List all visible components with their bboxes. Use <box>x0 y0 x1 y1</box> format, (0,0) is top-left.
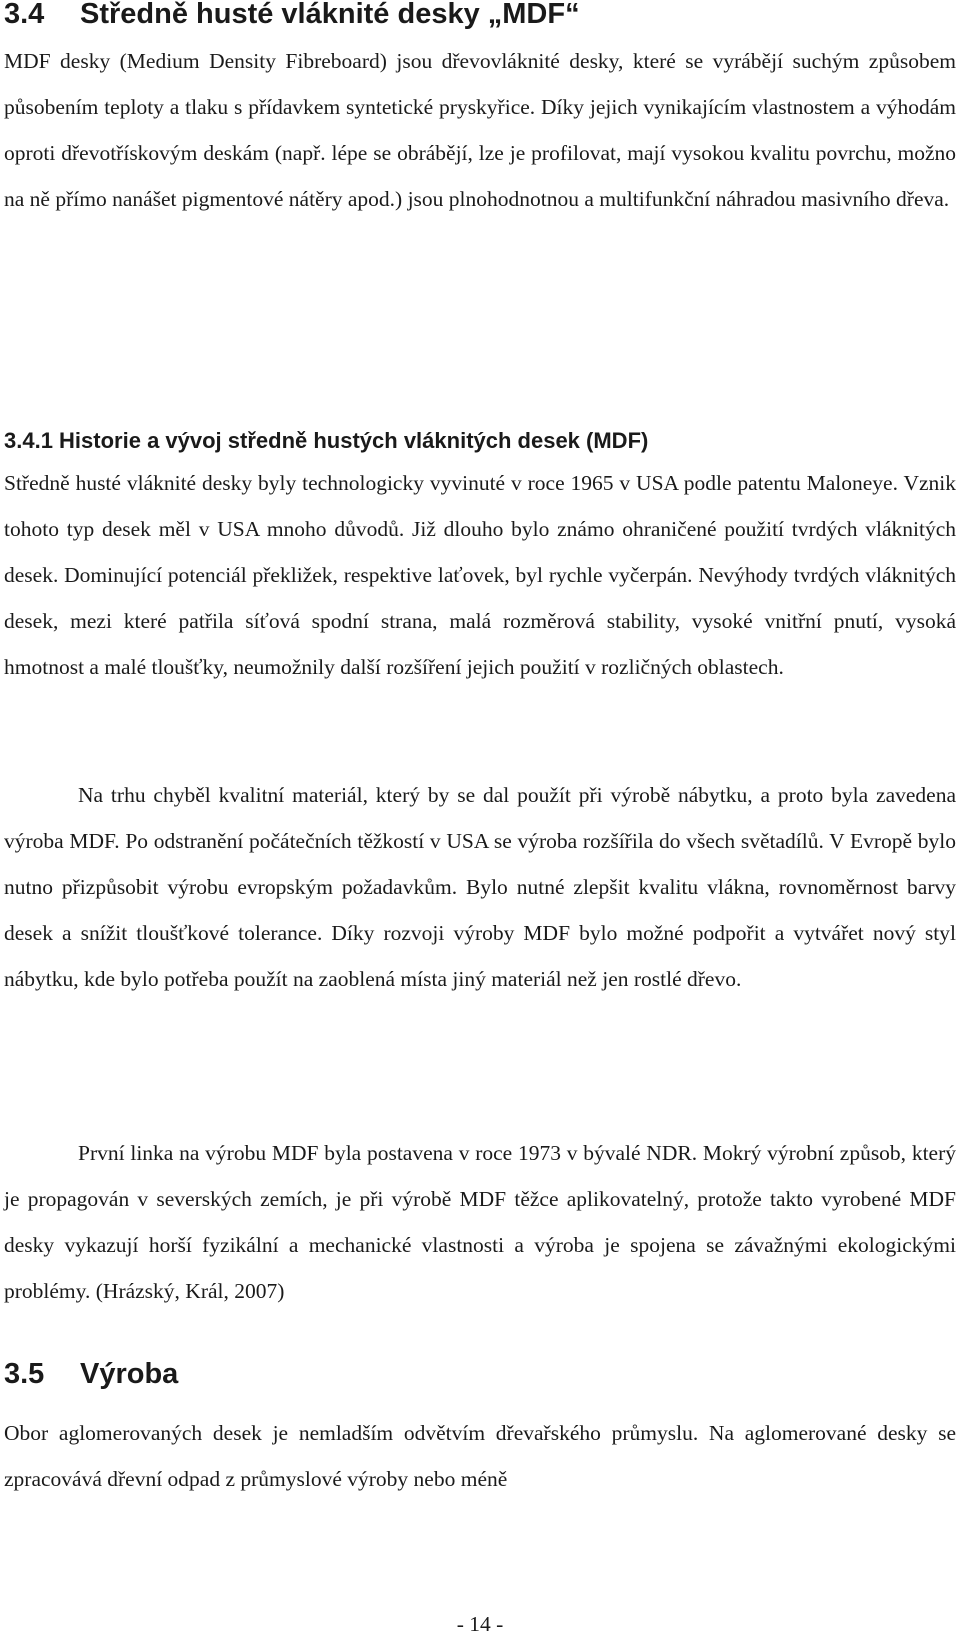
history-paragraph-3: První linka na výrobu MDF byla postavena v roce 1973 v bývalé NDR. Mokrý výrobní způsob, který je propagován v severských zemích, je při výrobě MDF těžce aplikovatelný, protože takto vyrobené MDF desky vykazují horší fyzikální a mechanické vlastnosti a výroba je spojena se závažnými ekologickými problémy. (Hrázský, Král, 2007) <box>4 1141 956 1303</box>
history-paragraph-1: Středně husté vláknité desky byly technologicky vyvinuté v roce 1965 v USA podle patentu Maloneye. Vznik tohoto typ desek měl v USA mnoho důvodů. Již dlouho bylo známo ohraničené použití tvrdých vláknitých desek. Dominující potenciál překližek, respektive laťovek, byl rychle vyčerpán. Nevýhody tvrdých vláknitých desek, mezi které patřila síťová spodní strana, malá rozměrová stability, vysoké vnitřní pnutí, vysoká hmotnost a malé tloušťky, neumožnily další rozšíření jejich použití v rozličných oblastech. <box>4 471 956 679</box>
section-heading <box>4 0 580 31</box>
section-title: Středně husté vláknité desky „MDF“ <box>80 0 580 30</box>
section-intro-paragraph: MDF desky (Medium Density Fibreboard) jsou dřevovláknité desky, které se vyrábějí suchým způsobem působením teploty a tlaku s přídavkem syntetické pryskyřice. Díky jejich vynikajícím vlastnostem a výhodám oproti dřevotřískovým deskám (např. lépe se obrábějí, lze je profilovat, mají vysokou kvalitu povrchu, možno na ně přímo nanášet pigmentové nátěry apod.) jsou plnohodnotnou a multifunkční náhradou masivního dřeva. <box>4 49 956 211</box>
history-paragraph-2: Na trhu chyběl kvalitní materiál, který by se dal použít při výrobě nábytku, a proto byla zavedena výroba MDF. Po odstranění počátečních těžkostí v USA se výroba rozšířila do všech světadílů. V Evropě bylo nutno přizpůsobit výrobu evropským požadavkům. Bylo nutné zlepšit kvalitu vlákna, rovnoměrnost barvy desek a snížit tloušťkové tolerance. Díky rozvoji výroby MDF bylo možné podpořit a vytvářet nový styl nábytku, kde bylo potřeba použít na zaoblená místa jiný materiál než jen rostlé dřevo. <box>4 783 956 991</box>
section-number-2: 3.5 <box>4 1358 45 1390</box>
page-number: - 14 - <box>456 1612 504 1636</box>
subsection-heading: 3.4.1 Historie a vývoj středně hustých vláknitých desek (MDF) <box>4 428 649 453</box>
section-number: 3.4 <box>4 0 45 30</box>
section-heading-2 <box>4 1358 178 1391</box>
section-title-2: Výroba <box>80 1358 179 1390</box>
production-paragraph: Obor aglomerovaných desek je nemladším odvětvím dřevařského průmyslu. Na aglomerované desky se zpracovává dřevní odpad z průmyslové výroby nebo méně <box>4 1421 956 1491</box>
